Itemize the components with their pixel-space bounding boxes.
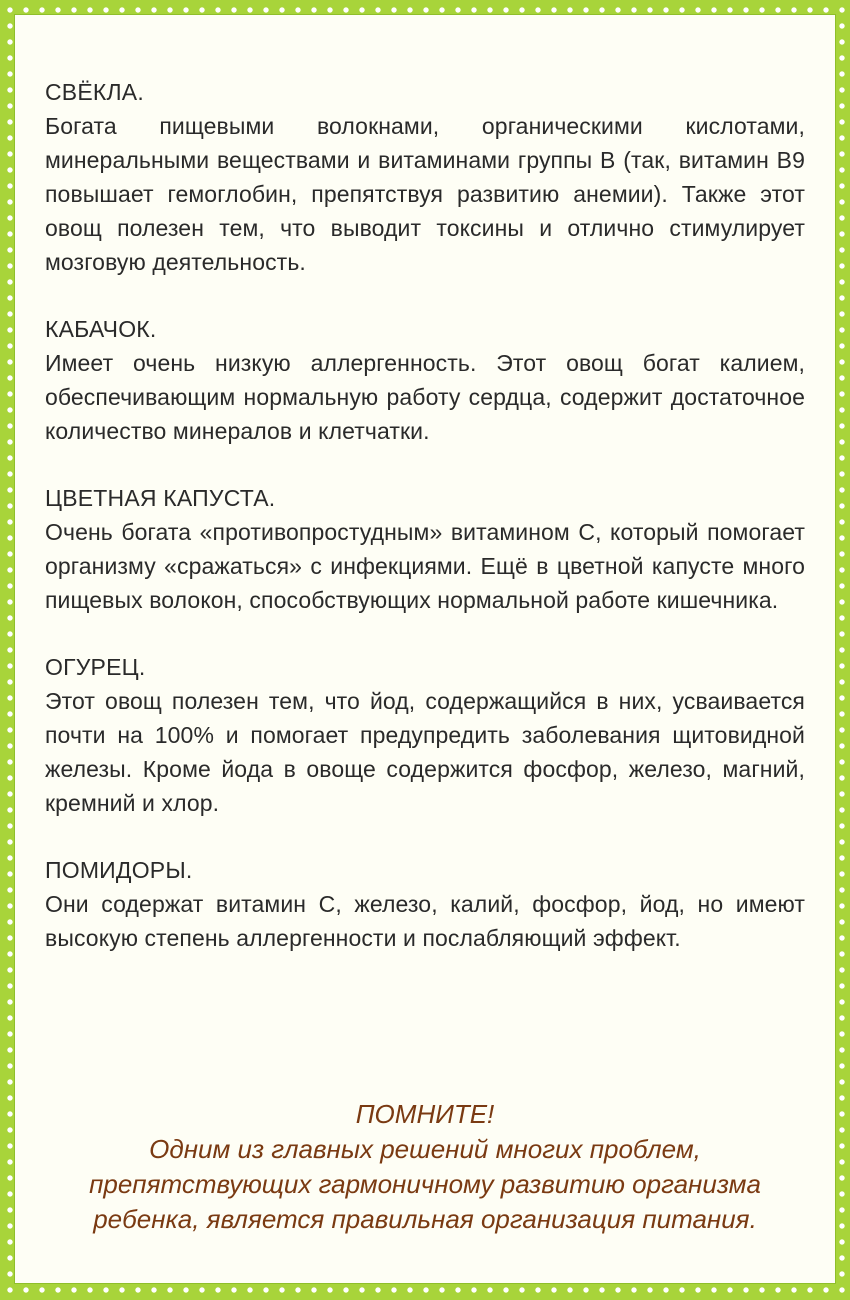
section-title-tomatoes: ПОМИДОРЫ. xyxy=(45,857,193,883)
section-text-zucchini: Имеет очень низкую аллергенность. Этот овощ богат калием, обеспечивающим нормальную работу сердца, содержит достаточное количество минералов и клетчатки. xyxy=(45,350,805,444)
reminder-block xyxy=(35,1097,815,1237)
section-beet xyxy=(45,75,805,279)
section-text-tomatoes: Они содержат витамин С, железо, калий, фосфор, йод, но имеют высокую степень аллергенности и послабляющий эффект. xyxy=(45,891,805,951)
section-text-cucumber: Этот овощ полезен тем, что йод, содержащийся в них, усваивается почти на 100% и помогает предупредить заболевания щитовидной железы. Кроме йода в овоще содержится фосфор, железо, магний, кремний и хлор. xyxy=(45,688,805,816)
reminder-line-1: Одним из главных решений многих проблем, xyxy=(149,1134,701,1164)
section-tomatoes xyxy=(45,853,805,955)
section-text-cauliflower: Очень богата «противопростудным» витамином С, который помогает организму «сражаться» с инфекциями. Ещё в цветной капусте много пищевых волокон, способствующих нормальной работе кишечника. xyxy=(45,519,805,613)
reminder-line-3: ребенка, является правильная организация питания. xyxy=(93,1204,757,1234)
info-card xyxy=(14,14,836,1284)
section-title-cauliflower: ЦВЕТНАЯ КАПУСТА. xyxy=(45,485,276,511)
reminder-line-2: препятствующих гармоничному развитию организма xyxy=(89,1169,761,1199)
section-zucchini xyxy=(45,312,805,448)
section-title-cucumber: ОГУРЕЦ. xyxy=(45,654,146,680)
section-title-beet: СВЁКЛА. xyxy=(45,79,144,105)
section-cucumber xyxy=(45,650,805,820)
section-cauliflower xyxy=(45,481,805,617)
section-text-beet: Богата пищевыми волокнами, органическими кислотами, минеральными веществами и витаминами группы В (так, витамин В9 повышает гемоглобин, препятствуя развитию анемии). Также этот овощ полезен тем, что выводит токсины и отлично стимулирует мозговую деятельность. xyxy=(45,113,805,275)
reminder-title: ПОМНИТЕ! xyxy=(355,1099,495,1129)
section-title-zucchini: КАБАЧОК. xyxy=(45,316,157,342)
